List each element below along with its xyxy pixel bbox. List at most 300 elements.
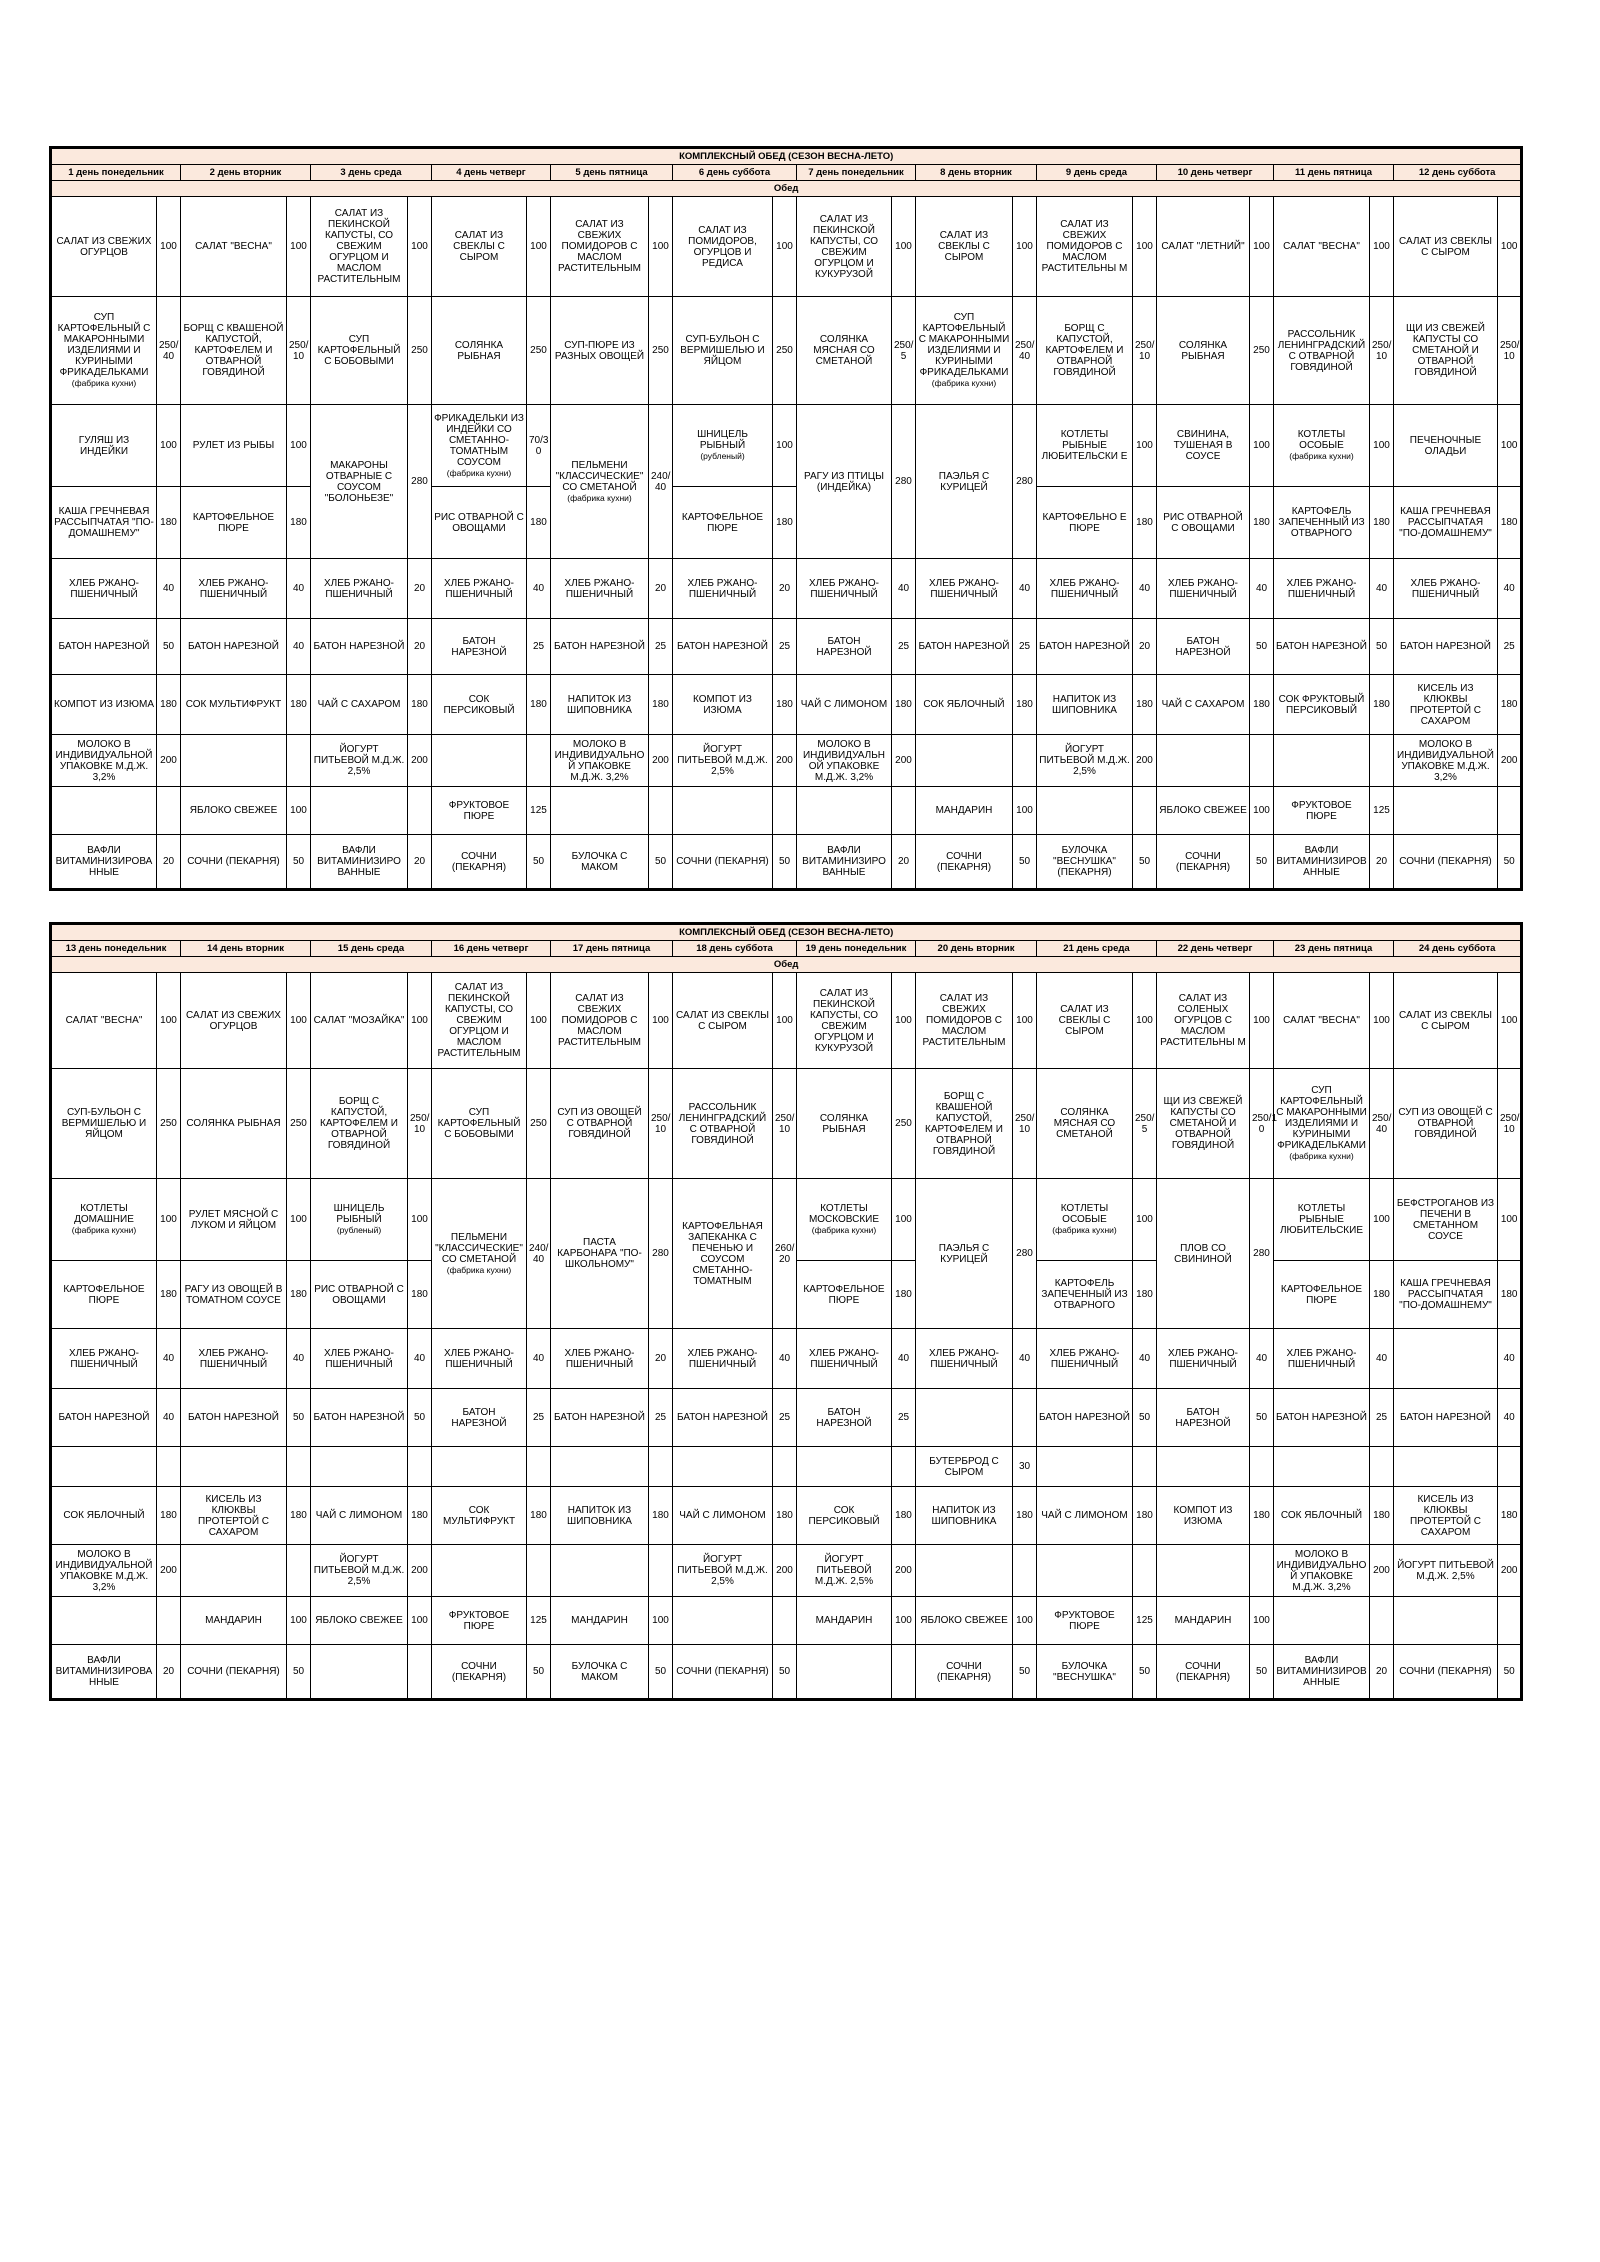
dish-cell: [1037, 1329, 1133, 1389]
portion-weight: 280: [1250, 1179, 1274, 1329]
dish-cell: [1037, 735, 1133, 787]
dish-name: ХЛЕБ РЖАНО-ПШЕНИЧНЫЙ: [808, 577, 880, 600]
portion-weight: 200: [1498, 735, 1522, 787]
dish-name: ЙОГУРТ ПИТЬЕВОЙ М.Д.Ж. 2,5%: [677, 744, 768, 777]
dish-name: РАССОЛЬНИК ЛЕНИНГРАДСКИЙ С ОТВАРНОЙ ГОВЯДИНОЙ: [1277, 328, 1366, 373]
dish-cell: [1274, 1447, 1370, 1487]
dish-name: БУТЕРБРОД С СЫРОМ: [929, 1455, 999, 1478]
dish-name: КОТЛЕТЫ МОСКОВСКИЕ: [808, 1203, 880, 1225]
day-header: 17 день пятница: [551, 941, 673, 957]
portion-weight: 100: [892, 1179, 916, 1261]
dish-row: [51, 835, 1522, 890]
dish-cell: [551, 1389, 649, 1447]
dish-cell: [1157, 1645, 1250, 1700]
portion-weight: 250: [649, 297, 673, 405]
portion-weight: 250: [408, 297, 432, 405]
portion-weight: 250: [527, 297, 551, 405]
dish-name: КОМПОТ ИЗ ИЗЮМА: [54, 699, 155, 710]
dish-cell: [673, 197, 773, 297]
dish-name: ФРУКТОВОЕ ПЮРЕ: [448, 1609, 510, 1632]
dish-name: НАПИТОК ИЗ ШИПОВНИКА: [1052, 693, 1117, 716]
dish-cell: [432, 1179, 527, 1329]
dish-name: КОТЛЕТЫ ОСОБЫЕ: [1297, 429, 1346, 451]
portion-weight: 180: [408, 675, 432, 735]
portion-weight: 100: [1498, 1179, 1522, 1261]
portion-weight: 250/ 5: [892, 297, 916, 405]
dish-name: ХЛЕБ РЖАНО-ПШЕНИЧНЫЙ: [68, 1347, 140, 1370]
dish-name: БУЛОЧКА С МАКОМ: [571, 1660, 628, 1683]
dish-cell: [1037, 197, 1133, 297]
dish-cell: [432, 1597, 527, 1645]
dish-cell: [311, 1261, 408, 1329]
dish-name: КИСЕЛЬ ИЗ КЛЮКВЫ ПРОТЕРТОЙ С САХАРОМ: [1409, 682, 1482, 727]
portion-weight: 100: [527, 973, 551, 1069]
dish-cell: [916, 297, 1013, 405]
portion-weight: 100: [1133, 197, 1157, 297]
dish-name: ПЕЛЬМЕНИ "КЛАССИЧЕСКИЕ" СО СМЕТАНОЙ: [435, 1231, 523, 1265]
dish-name: КАРТОФЕЛЬНОЕ ПЮРЕ: [1280, 1283, 1363, 1306]
dish-cell: [1157, 559, 1250, 619]
dish-name: КОМПОТ ИЗ ИЗЮМА: [693, 693, 752, 716]
portion-weight: 100: [649, 1597, 673, 1645]
portion-weight: 180: [287, 487, 311, 559]
portion-weight: 40: [1498, 1389, 1522, 1447]
portion-weight: 100: [287, 787, 311, 835]
portion-weight: 250/ 10: [287, 297, 311, 405]
portion-weight: 180: [527, 675, 551, 735]
dish-row: [51, 1645, 1522, 1700]
dish-name: КАРТОФЕЛЬ ЗАПЕЧЕННЫЙ ИЗ ОТВАРНОГО: [1278, 506, 1365, 539]
day-header: 2 день вторник: [181, 165, 311, 181]
portion-weight: 100: [408, 1179, 432, 1261]
portion-weight: 100: [1013, 197, 1037, 297]
portion-weight: 40: [1250, 559, 1274, 619]
dish-cell: [1394, 297, 1498, 405]
dish-cell: [311, 1069, 408, 1179]
dish-cell: [1037, 1545, 1133, 1597]
portion-weight: 50: [287, 1389, 311, 1447]
dish-cell: [1037, 297, 1133, 405]
day-header: 11 день пятница: [1274, 165, 1394, 181]
dish-cell: [1037, 835, 1133, 890]
dish-name: СУП КАРТОФЕЛЬНЫЙ С БОБОВЫМИ: [437, 1107, 521, 1140]
table-title-row: [51, 148, 1522, 165]
portion-weight: 280: [1013, 1179, 1037, 1329]
dish-cell: [673, 297, 773, 405]
dish-name: РУЛЕТ ИЗ РЫБЫ: [192, 440, 275, 451]
dish-cell: [51, 487, 157, 559]
dish-cell: [1274, 1389, 1370, 1447]
portion-weight: 100: [157, 197, 181, 297]
portion-weight: 20: [649, 559, 673, 619]
portion-weight: [408, 787, 432, 835]
portion-weight: 25: [892, 619, 916, 675]
dish-cell: [673, 1389, 773, 1447]
dish-cell: [551, 1597, 649, 1645]
dish-cell: [1157, 487, 1250, 559]
dish-cell: [1274, 1597, 1370, 1645]
portion-weight: 40: [157, 559, 181, 619]
dish-name: МАНДАРИН: [815, 1615, 873, 1626]
portion-weight: 100: [287, 973, 311, 1069]
dish-cell: [51, 1329, 157, 1389]
dish-cell: [1394, 1597, 1498, 1645]
portion-weight: 100: [287, 1597, 311, 1645]
dish-cell: [181, 973, 287, 1069]
portion-weight: 100: [892, 973, 916, 1069]
dish-cell: [1157, 1597, 1250, 1645]
dish-name: МОЛОКО В ИНДИВИДУАЛЬН ОЙ УПАКОВКЕ М.Д.Ж. 3,2%: [802, 738, 886, 783]
portion-weight: 100: [408, 973, 432, 1069]
dish-cell: [311, 1179, 408, 1261]
portion-weight: 250: [1250, 297, 1274, 405]
portion-weight: 180: [1498, 675, 1522, 735]
portion-weight: 40: [1250, 1329, 1274, 1389]
dish-cell: [1394, 675, 1498, 735]
dish-note: (фабрика кухни): [446, 1264, 512, 1275]
portion-weight: 180: [1133, 1487, 1157, 1545]
portion-weight: 50: [1133, 835, 1157, 890]
dish-cell: [673, 675, 773, 735]
dish-name: БАТОН НАРЕЗНОЙ: [918, 641, 1010, 652]
dish-name: СОК МУЛЬТИФРУКТ: [442, 1504, 516, 1527]
dish-cell: [1037, 1179, 1133, 1261]
portion-weight: 250/ 10: [649, 1069, 673, 1179]
portion-weight: 250/ 10: [408, 1069, 432, 1179]
dish-name: САЛАТ ИЗ СВЕКЛЫ С СЫРОМ: [1058, 1004, 1111, 1037]
dish-cell: [916, 1389, 1013, 1447]
portion-weight: 180: [1498, 487, 1522, 559]
day-header: 23 день пятница: [1274, 941, 1394, 957]
dish-cell: [1037, 1597, 1133, 1645]
dish-name: ВАФЛИ ВИТАМИНИЗИРОВА ННЫЕ: [55, 1655, 153, 1688]
dish-cell: [181, 197, 287, 297]
dish-cell: [673, 1329, 773, 1389]
dish-cell: [916, 735, 1013, 787]
portion-weight: [527, 735, 551, 787]
portion-weight: 260/ 20: [773, 1179, 797, 1329]
dish-cell: [1157, 1179, 1250, 1329]
portion-weight: 50: [1370, 619, 1394, 675]
portion-weight: 20: [892, 835, 916, 890]
dish-name: ХЛЕБ РЖАНО-ПШЕНИЧНЫЙ: [564, 1347, 635, 1370]
dish-cell: [311, 1597, 408, 1645]
dish-name: БЕФСТРОГАНОВ ИЗ ПЕЧЕНИ В СМЕТАННОМ СОУСЕ: [1396, 1197, 1495, 1242]
dish-cell: [181, 405, 287, 487]
meal-label: Обед: [51, 957, 1522, 973]
portion-weight: 180: [1133, 487, 1157, 559]
dish-row: [51, 675, 1522, 735]
portion-weight: 100: [1250, 405, 1274, 487]
dish-name: МАНДАРИН: [205, 1615, 262, 1626]
dish-name: СОЧНИ (ПЕКАРНЯ): [676, 856, 769, 867]
dish-cell: [181, 559, 287, 619]
portion-weight: 125: [527, 1597, 551, 1645]
dish-cell: [673, 1069, 773, 1179]
portion-weight: [1250, 1447, 1274, 1487]
day-header: 8 день вторник: [916, 165, 1037, 181]
portion-weight: 25: [1013, 619, 1037, 675]
portion-weight: 50: [1133, 1645, 1157, 1700]
dish-cell: [432, 1645, 527, 1700]
dish-name: БАТОН НАРЕЗНОЙ: [677, 641, 768, 652]
portion-weight: 25: [773, 1389, 797, 1447]
menu-table-week-2: [49, 922, 1523, 1701]
portion-weight: [408, 1447, 432, 1487]
dish-cell: [432, 735, 527, 787]
dish-cell: [916, 675, 1013, 735]
dish-name: МОЛОКО В ИНДИВИДУАЛЬНО Й УПАКОВКЕ М.Д.Ж. 3,2%: [1276, 1548, 1367, 1593]
dish-name: БАТОН НАРЕЗНОЙ: [451, 1406, 507, 1429]
dish-name: КАРТОФЕЛЬНОЕ ПЮРЕ: [803, 1283, 885, 1306]
dish-cell: [1274, 1545, 1370, 1597]
dish-cell: [797, 405, 892, 559]
dish-name: ВАФЛИ ВИТАМИНИЗИРОВА ННЫЕ: [55, 845, 153, 878]
dish-cell: [1394, 1179, 1498, 1261]
portion-weight: 40: [527, 559, 551, 619]
dish-name: ХЛЕБ РЖАНО-ПШЕНИЧНЫЙ: [564, 577, 635, 600]
dish-name: ХЛЕБ РЖАНО-ПШЕНИЧНЫЙ: [1049, 1347, 1120, 1370]
dish-cell: [181, 1645, 287, 1700]
dish-cell: [432, 297, 527, 405]
dish-cell: [1274, 1329, 1370, 1389]
portion-weight: 180: [287, 675, 311, 735]
dish-cell: [432, 559, 527, 619]
meal-header-row: [51, 181, 1522, 197]
dish-cell: [51, 1389, 157, 1447]
dish-name: ХЛЕБ РЖАНО-ПШЕНИЧНЫЙ: [198, 577, 269, 600]
dish-name: ЧАЙ С САХАРОМ: [1161, 699, 1245, 710]
dish-cell: [181, 1545, 287, 1597]
dish-cell: [916, 1545, 1013, 1597]
dish-name: МАНДАРИН: [935, 805, 993, 816]
dish-cell: [1274, 197, 1370, 297]
dish-name: САЛАТ ИЗ СВЕЖИХ ПОМИДОРОВ С МАСЛОМ РАСТИТЕЛЬНЫ М: [1041, 219, 1128, 274]
dish-name: ЧАЙ С ЛИМОНОМ: [800, 699, 888, 710]
portion-weight: [1498, 1447, 1522, 1487]
dish-cell: [916, 1645, 1013, 1700]
dish-name: СОЧНИ (ПЕКАРНЯ): [936, 850, 992, 873]
portion-weight: 250: [287, 1069, 311, 1179]
day-header-row: [51, 941, 1522, 957]
portion-weight: 250/ 10: [773, 1069, 797, 1179]
dish-cell: [1157, 1447, 1250, 1487]
dish-name: ПАСТА КАРБОНАРА "ПО-ШКОЛЬНОМУ": [557, 1237, 642, 1270]
dish-cell: [797, 1545, 892, 1597]
dish-cell: [673, 1487, 773, 1545]
dish-note: (фабрика кухни): [1289, 1151, 1354, 1161]
dish-name: СВИНИНА, ТУШЕНАЯ В СОУСЕ: [1173, 429, 1233, 462]
dish-name: СУП КАРТОФЕЛЬНЫЙ С МАКАРОННЫМИ ИЗДЕЛИЯМИ И КУРИНЫМИ ФРИКАДЕЛЬКАМИ: [918, 312, 1010, 378]
dish-name: БАТОН НАРЕЗНОЙ: [1039, 1412, 1130, 1423]
dish-name: РИС ОТВАРНОЙ С ОВОЩАМИ: [314, 1283, 404, 1306]
portion-weight: [1498, 1597, 1522, 1645]
portion-weight: [892, 1645, 916, 1700]
dish-cell: [51, 973, 157, 1069]
dish-name: САЛАТ ИЗ СВЕЖИХ ОГУРЦОВ: [186, 1009, 281, 1032]
dish-name: ВАФЛИ ВИТАМИНИЗИРОВ АННЫЕ: [1276, 845, 1367, 878]
portion-weight: 100: [408, 197, 432, 297]
dish-name: САЛАТ ИЗ СВЕКЛЫ С СЫРОМ: [675, 1009, 770, 1032]
dish-name: НАПИТОК ИЗ ШИПОВНИКА: [567, 693, 632, 716]
dish-cell: [797, 1069, 892, 1179]
portion-weight: 180: [157, 1487, 181, 1545]
dish-name: СУП КАРТОФЕЛЬНЫЙ С БОБОВЫМИ: [317, 334, 401, 367]
dish-cell: [1394, 559, 1498, 619]
dish-cell: [673, 1597, 773, 1645]
portion-weight: 250/ 10: [1013, 1069, 1037, 1179]
dish-name: КАРТОФЕЛЬНОЕ ПЮРЕ: [681, 511, 764, 534]
dish-cell: [1394, 835, 1498, 890]
portion-weight: 200: [157, 1545, 181, 1597]
dish-cell: [1037, 1261, 1133, 1329]
portion-weight: 40: [1133, 559, 1157, 619]
dish-name: ХЛЕБ РЖАНО-ПШЕНИЧНЫЙ: [1167, 577, 1239, 600]
dish-cell: [311, 297, 408, 405]
portion-weight: 25: [649, 619, 673, 675]
portion-weight: 40: [157, 1389, 181, 1447]
dish-cell: [1274, 835, 1370, 890]
portion-weight: 40: [892, 1329, 916, 1389]
dish-name: ПАЭЛЬЯ С КУРИЦЕЙ: [938, 470, 990, 493]
dish-cell: [51, 1069, 157, 1179]
dish-name: ХЛЕБ РЖАНО-ПШЕНИЧНЫЙ: [443, 577, 515, 600]
portion-weight: 50: [287, 835, 311, 890]
portion-weight: 180: [649, 675, 673, 735]
dish-name: ХЛЕБ РЖАНО-ПШЕНИЧНЫЙ: [1167, 1347, 1239, 1370]
dish-cell: [51, 675, 157, 735]
portion-weight: 100: [1250, 197, 1274, 297]
dish-name: СУП-БУЛЬОН С ВЕРМИШЕЛЬЮ И ЯЙЦОМ: [61, 1107, 147, 1140]
dish-cell: [797, 1261, 892, 1329]
portion-weight: 100: [157, 1179, 181, 1261]
portion-weight: 200: [157, 735, 181, 787]
dish-cell: [1157, 1069, 1250, 1179]
portion-weight: 250/ 5: [1133, 1069, 1157, 1179]
dish-cell: [181, 1597, 287, 1645]
dish-note: (фабрика кухни): [1289, 451, 1354, 461]
day-header: 9 день среда: [1037, 165, 1157, 181]
portion-weight: 50: [157, 619, 181, 675]
dish-cell: [916, 835, 1013, 890]
dish-cell: [1394, 1261, 1498, 1329]
dish-cell: [551, 197, 649, 297]
portion-weight: 50: [1133, 1389, 1157, 1447]
dish-cell: [432, 1447, 527, 1487]
dish-cell: [432, 1069, 527, 1179]
portion-weight: 280: [1013, 405, 1037, 559]
portion-weight: 50: [408, 1389, 432, 1447]
dish-name: ХЛЕБ РЖАНО-ПШЕНИЧНЫЙ: [808, 1347, 880, 1370]
portion-weight: [1013, 735, 1037, 787]
portion-weight: [1013, 1389, 1037, 1447]
portion-weight: 200: [892, 735, 916, 787]
dish-cell: [51, 1545, 157, 1597]
dish-note: (фабрика кухни): [931, 378, 997, 388]
portion-weight: 100: [287, 197, 311, 297]
dish-cell: [797, 1329, 892, 1389]
dish-cell: [673, 735, 773, 787]
portion-weight: [1370, 735, 1394, 787]
portion-weight: [1498, 787, 1522, 835]
portion-weight: [773, 1447, 797, 1487]
dish-cell: [181, 735, 287, 787]
dish-name: ЙОГУРТ ПИТЬЕВОЙ М.Д.Ж. 2,5%: [1039, 744, 1130, 777]
dish-name: СОЧНИ (ПЕКАРНЯ): [936, 1660, 992, 1683]
dish-name: САЛАТ ИЗ ПЕКИНСКОЙ КАПУСТЫ, СО СВЕЖИМ ОГУРЦОМ И КУКУРУЗОЙ: [809, 213, 879, 280]
portion-weight: 50: [649, 835, 673, 890]
dish-cell: [551, 1645, 649, 1700]
dish-name: БАТОН НАРЕЗНОЙ: [1276, 1412, 1367, 1423]
dish-cell: [1037, 1447, 1133, 1487]
dish-name: БОРЩ С КАПУСТОЙ, КАРТОФЕЛЕМ И ОТВАРНОЙ ГОВЯДИНОЙ: [320, 1096, 398, 1151]
portion-weight: 100: [892, 1597, 916, 1645]
dish-cell: [51, 1645, 157, 1700]
day-header: 3 день среда: [311, 165, 432, 181]
portion-weight: [408, 1645, 432, 1700]
dish-name: САЛАТ ИЗ ПЕКИНСКОЙ КАПУСТЫ, СО СВЕЖИМ ОГУРЦОМ И КУКУРУЗОЙ: [809, 987, 879, 1054]
day-header-row: [51, 165, 1522, 181]
dish-cell: [551, 1487, 649, 1545]
dish-cell: [797, 735, 892, 787]
dish-cell: [1157, 1487, 1250, 1545]
portion-weight: [1133, 1447, 1157, 1487]
dish-name: БАТОН НАРЕЗНОЙ: [1400, 641, 1491, 652]
portion-weight: 50: [773, 835, 797, 890]
portion-weight: 100: [287, 405, 311, 487]
dish-cell: [432, 487, 527, 559]
portion-weight: 200: [1133, 735, 1157, 787]
portion-weight: 250/1 0: [1250, 1069, 1274, 1179]
dish-cell: [51, 197, 157, 297]
portion-weight: 25: [527, 1389, 551, 1447]
dish-name: СОК ЯБЛОЧНЫЙ: [63, 1510, 145, 1521]
portion-weight: 200: [649, 735, 673, 787]
portion-weight: 180: [892, 1261, 916, 1329]
dish-name: БУЛОЧКА С МАКОМ: [571, 850, 628, 873]
dish-name: КАРТОФЕЛЬНОЕ ПЮРЕ: [63, 1283, 145, 1306]
dish-name: ЧАЙ С ЛИМОНОМ: [679, 1510, 766, 1521]
portion-weight: 100: [1133, 973, 1157, 1069]
dish-cell: [797, 1487, 892, 1545]
dish-name: ВАФЛИ ВИТАМИНИЗИРО ВАННЫЕ: [802, 845, 886, 878]
dish-name: САЛАТ ИЗ СВЕЖИХ ПОМИДОРОВ С МАСЛОМ РАСТИТЕЛЬНЫМ: [922, 993, 1006, 1048]
dish-cell: [1157, 675, 1250, 735]
dish-cell: [1274, 297, 1370, 405]
day-header: 5 день пятница: [551, 165, 673, 181]
dish-name: СУП ИЗ ОВОЩЕЙ С ОТВАРНОЙ ГОВЯДИНОЙ: [1398, 1107, 1493, 1140]
dish-cell: [432, 197, 527, 297]
portion-weight: 25: [892, 1389, 916, 1447]
dish-name: КАША ГРЕЧНЕВАЯ РАССЫПЧАТАЯ "ПО-ДОМАШНЕМУ": [1399, 1278, 1492, 1311]
dish-name: БАТОН НАРЕЗНОЙ: [554, 641, 645, 652]
portion-weight: 50: [649, 1645, 673, 1700]
dish-name: ВАФЛИ ВИТАМИНИЗИРО ВАННЫЕ: [317, 845, 401, 878]
dish-name: СОЧНИ (ПЕКАРНЯ): [1175, 1660, 1231, 1683]
dish-cell: [1274, 405, 1370, 487]
dish-name: ХЛЕБ РЖАНО-ПШЕНИЧНЫЙ: [323, 577, 395, 600]
meal-label: Обед: [51, 181, 1522, 197]
dish-name: БАТОН НАРЕЗНОЙ: [58, 1412, 150, 1423]
portion-weight: 100: [408, 1597, 432, 1645]
dish-name: БОРЩ С КАПУСТОЙ, КАРТОФЕЛЕМ И ОТВАРНОЙ ГОВЯДИНОЙ: [1045, 323, 1124, 378]
portion-weight: 100: [649, 973, 673, 1069]
dish-row: [51, 1179, 1522, 1261]
dish-row: [51, 487, 1522, 559]
dish-row: [51, 619, 1522, 675]
portion-weight: 50: [773, 1645, 797, 1700]
dish-name: ЙОГУРТ ПИТЬЕВОЙ М.Д.Ж. 2,5%: [677, 1554, 768, 1587]
